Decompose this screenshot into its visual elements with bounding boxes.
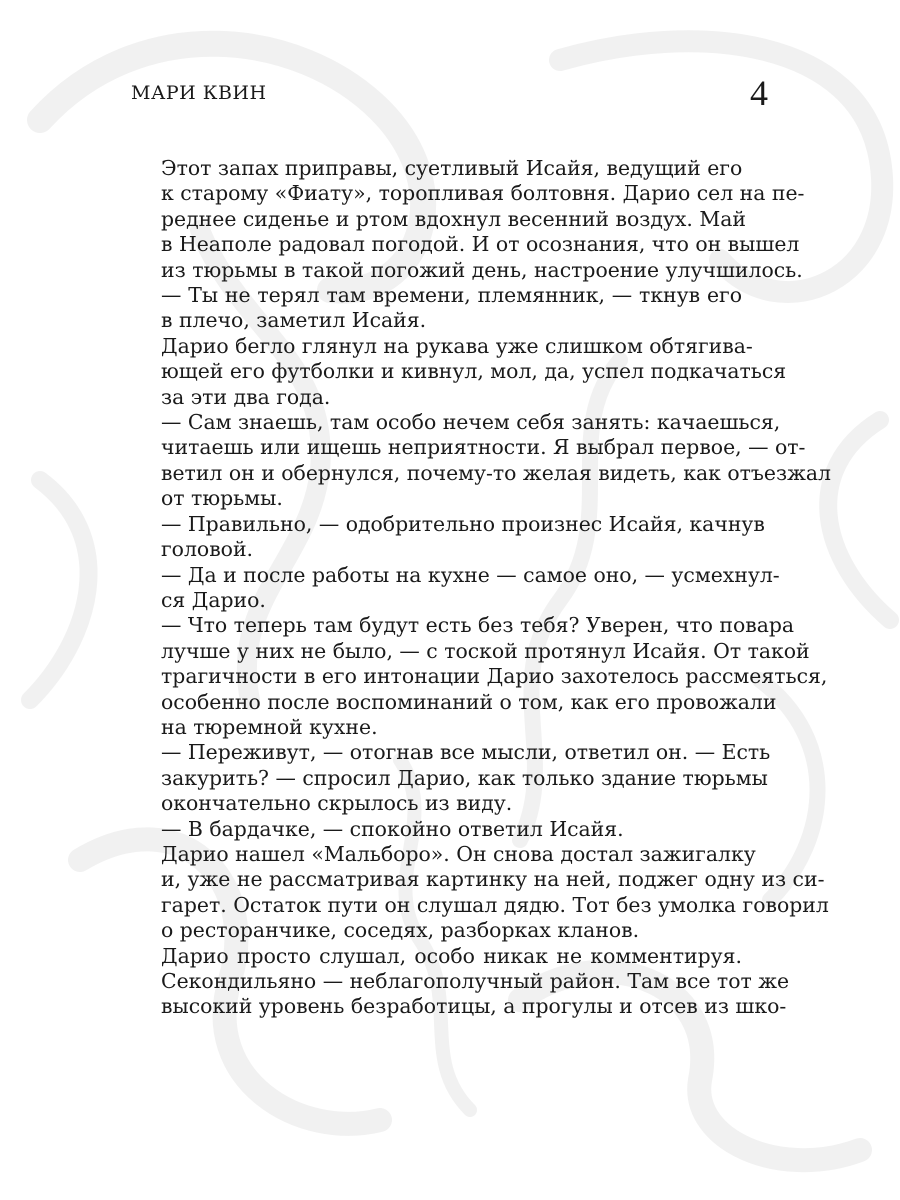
text-line: — Что теперь там будут есть без тебя? Уверен, что повара [161, 613, 795, 638]
paragraph [131, 283, 742, 334]
text-line: о ресторанчике, соседях, разборках кланов. [161, 918, 640, 943]
paragraph [131, 841, 829, 944]
text-line: высокий уровень безработицы, а прогулы и отсев из шко- [161, 994, 787, 1019]
text-line: — Правильно, — одобрительно произнес Исайя, качнув [161, 511, 765, 536]
paragraph [131, 156, 805, 283]
text-line: лучше у них не было, — с тоской протянул Исайя. От такой [161, 638, 810, 663]
text-line: на тюремной кухне. [161, 714, 378, 739]
text-line: и, уже не рассматривая картинку на ней, поджег одну из си- [161, 867, 825, 892]
text-line: от тюрьмы. [161, 486, 283, 511]
paragraph [131, 562, 780, 614]
text-line: гарет. Остаток пути он слушал дядю. Тот без умолка говорил [161, 892, 829, 917]
text-line: в плечо, заметил Исайя. [161, 308, 427, 333]
paragraph [131, 740, 771, 816]
text-line: Этот запах приправы, суетливый Исайя, ведущий его [161, 156, 743, 180]
text-line: за эти два года. [161, 384, 331, 409]
paragraph [131, 613, 828, 740]
paragraph [131, 817, 742, 842]
paragraph [131, 943, 790, 1020]
page-number: 4 [750, 73, 768, 113]
text-line: ветил он и обернулся, почему-то желая видеть, как отъезжал [161, 460, 831, 485]
text-line: окончательно скрылось из виду. [161, 791, 513, 816]
text-line: — Ты не терял там времени, племянник, — ткнув его [161, 283, 742, 308]
paragraph [131, 511, 765, 563]
text-line: ся Дарио. [161, 587, 266, 612]
text-line: — Сам знаешь, там особо нечем себя занять: качаешься, [161, 410, 781, 435]
text-line: трагичности в его интонации Дарио захотелось рассмеяться, [161, 664, 828, 689]
paragraph [131, 410, 831, 512]
text-line: Дарио просто слушал, особо никак не комментируя. [161, 943, 742, 968]
text-line: реднее сиденье и ртом вдохнул весенний воздух. Май [161, 206, 747, 231]
text-line: — Да и после работы на кухне — самое оно, — усмехнул- [161, 562, 780, 587]
running-header-author: МАРИ КВИН [131, 82, 267, 104]
text-line: Секондильяно — неблагополучный район. Там все тот же [161, 969, 790, 993]
text-line: — В бардачке, — спокойно ответил Исайя. [161, 816, 624, 841]
text-line: особенно после воспоминаний о том, как его провожали [161, 689, 777, 714]
text-line: ющей его футболки и кивнул, мол, да, успел подкачаться [161, 359, 787, 384]
text-line: Дарио бегло глянул на рукава уже слишком обтягива- [161, 333, 753, 358]
text-line: — Переживут, — отогнав все мысли, ответил он. — Есть [161, 740, 771, 765]
text-line: к старому «Фиату», торопливая болтовня. Дарио сел на пе- [161, 181, 805, 206]
text-line: закурить? — спросил Дарио, как только здание тюрьмы [161, 765, 768, 790]
text-line: Дарио нашел «Мальборо». Он снова достал зажигалку [161, 841, 756, 866]
text-line: головой. [161, 537, 254, 562]
text-line: в Неаполе радовал погодой. И от осознания, что он вышел [161, 232, 800, 257]
body-text [131, 156, 831, 1020]
text-line: из тюрьмы в такой погожий день, настроение улучшилось. [161, 257, 803, 282]
text-line: читаешь или ищешь неприятности. Я выбрал первое, — от- [161, 435, 806, 460]
paragraph [131, 333, 787, 410]
